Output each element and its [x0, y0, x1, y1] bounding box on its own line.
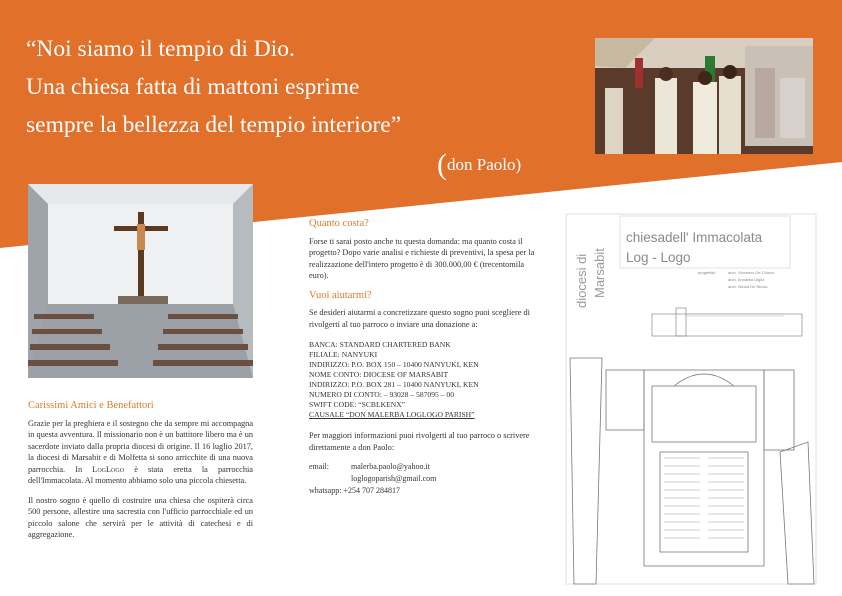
elevation-strip — [652, 308, 802, 336]
letter-text-b: è stata eretta la parrocchia dell'Immacolata. Al momento abbiamo solo una piccola chiesetta. — [28, 464, 253, 485]
bank-line: NUMERO DI CONTO: – 93028 – 587095 – 00 — [309, 390, 454, 399]
letter-paragraph-1 — [28, 418, 253, 487]
plan-outline — [570, 358, 814, 584]
plan-title-2: Log - Logo — [626, 250, 691, 265]
ceremony-photo — [595, 38, 813, 154]
bank-line: BANCA: STANDARD CHARTERED BANK — [309, 340, 451, 349]
quote-line-2: Una chiesa fatta di mattoni esprime — [26, 74, 360, 100]
email-link-1[interactable]: malerba.paolo@yahoo.it — [351, 462, 430, 471]
plan-title-1: chiesadell' Immacolata — [626, 230, 763, 245]
quote — [26, 30, 401, 144]
plan-architect-3: arch. Nicola De Nicolo — [728, 284, 768, 289]
donation-column — [309, 218, 543, 497]
bank-line: NOME CONTO: DIOCESE OF MARSABIT — [309, 370, 449, 379]
bank-causale: CAUSALE “DON MALERBA LOGLOGO PARISH” — [309, 410, 475, 419]
author-name: don Paolo) — [447, 155, 522, 174]
bank-line: FILIALE: NANYUKI — [309, 350, 378, 359]
plan-designers-label: progettisti — [698, 270, 716, 275]
whatsapp-number: whatsapp: +254 707 284817 — [309, 486, 400, 495]
info-text: Per maggiori informazioni puoi rivolgerti al tuo parroco o scrivere direttamente a don Paolo: — [309, 431, 530, 452]
letter-paragraph-2: Il nostro sogno è quello di costruire una chiesa che ospiterà circa 500 persone, allestire una sacrestia con l'ufficio parrocchiale ed un piccolo salone che servirà per le attività di catechesi e di aggregazione. — [28, 495, 253, 539]
bank-line: INDIRIZZO: P.O. BOX 150 – 10400 NANYUKI, KEN — [309, 360, 479, 369]
cost-text: Forse ti sarai posto anche tu questa domanda: ma quanto costa il progetto? Dopo varie analisi e richieste di preventivi, la spesa per la realizzazione dell'intero progetto è di 300.000,00 € (trecentomila euro). — [309, 236, 535, 280]
church-render-image — [28, 184, 253, 378]
quote-line-1: “Noi siamo il tempio di Dio. — [26, 36, 295, 62]
bank-line: INDIRIZZO: P.O. BOX 281 – 10400 NANYUKI, KEN — [309, 380, 479, 389]
pew-rows — [664, 458, 744, 538]
letter-column — [28, 400, 253, 549]
contact-block — [309, 461, 543, 497]
bank-line: SWIFT CODE: “SCBLKENX” — [309, 400, 406, 409]
letter-text-a: Grazie per la preghiera e il sostegno che da sempre mi accompagna in questa avventura. Il missionario non è un battitore libero ma è un sacerdote inviato dalla propria diocesi di origine. Il 16 luglio 2017, la diocesi di Marsabit e di Molfetta si sono arricchite di una nuova parrocchia. In — [28, 418, 253, 474]
diocesi-label-2: Marsabit — [592, 248, 607, 298]
diocesi-label-1: diocesi di — [574, 253, 589, 308]
quote-author — [437, 148, 521, 182]
help-heading: Vuoi aiutarmi? — [309, 289, 372, 301]
author-paren: ( — [437, 148, 447, 181]
letter-place: LogLogo — [92, 464, 125, 474]
cost-heading: Quanto costa? — [309, 218, 369, 229]
help-text: Se desideri aiutarmi a concretizzare questo sogno puoi scegliere di rivolgerti al tuo parroco o inviare una donazione a: — [309, 308, 530, 329]
floor-plan-drawing — [564, 212, 818, 586]
plan-architect-2: arch. Annalisa Digilo — [728, 277, 765, 282]
quote-line-3: sempre la bellezza del tempio interiore” — [26, 112, 402, 138]
email-label: email: — [309, 462, 329, 471]
plan-architect-1: arch. Vincenzo De Chirico — [728, 270, 775, 275]
email-link-2[interactable]: loglogoparish@gmail.com — [351, 474, 437, 483]
letter-heading: Carissimi Amici e Benefattori — [28, 400, 154, 411]
bank-details — [309, 340, 543, 420]
